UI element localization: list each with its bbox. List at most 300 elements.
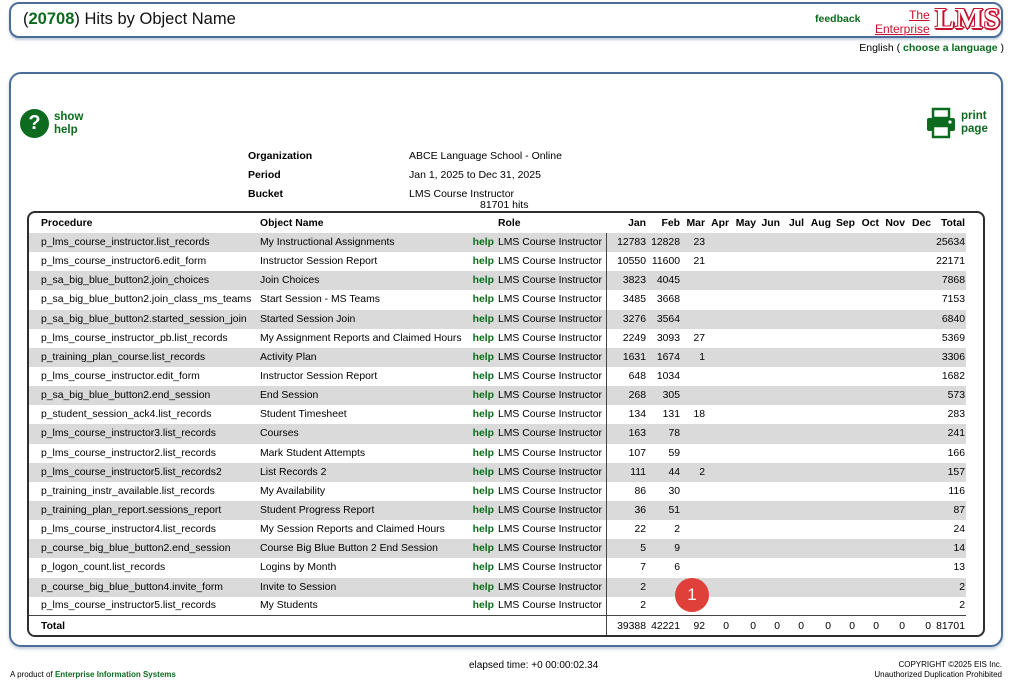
header-bar xyxy=(9,2,1003,38)
aug-cell xyxy=(804,597,831,616)
total-oct: 0 xyxy=(855,616,879,636)
help-link[interactable]: help xyxy=(472,562,494,574)
jul-cell xyxy=(780,348,804,367)
may-cell xyxy=(729,367,756,386)
total-cell: 22171 xyxy=(936,256,965,268)
mar-cell: 2 xyxy=(680,463,705,482)
total-cell: 166 xyxy=(947,447,965,459)
aug-cell xyxy=(804,386,831,405)
role-cell: LMS Course Instructor xyxy=(498,348,606,367)
apr-cell xyxy=(705,310,729,329)
jun-cell xyxy=(756,386,780,405)
jan-cell: 2 xyxy=(606,597,646,616)
hits-table-frame xyxy=(27,211,985,637)
object-name-cell: Activity Plan xyxy=(260,348,470,367)
oct-cell xyxy=(855,386,879,405)
role-cell: LMS Course Instructor xyxy=(498,562,602,574)
sep-cell xyxy=(831,444,855,463)
procedure-cell: p_lms_course_instructor4.list_records xyxy=(41,524,216,536)
total-cell: 24 xyxy=(953,524,965,536)
role-cell: LMS Course Instructor xyxy=(498,371,602,383)
may-cell xyxy=(729,271,756,290)
dec-cell xyxy=(905,578,931,597)
page-title: (20708) Hits by Object Name xyxy=(23,10,236,28)
sep-cell xyxy=(831,501,855,520)
sep-cell xyxy=(831,482,855,501)
apr-cell xyxy=(705,233,729,252)
nov-cell xyxy=(879,405,905,424)
total-cell: 3306 xyxy=(931,348,966,367)
col-jan: Jan xyxy=(628,217,646,229)
total-jul: 0 xyxy=(780,616,804,636)
total-cell: 7153 xyxy=(941,294,965,306)
table-row xyxy=(29,233,966,252)
total-cell: 25634 xyxy=(931,233,966,252)
table-row xyxy=(29,348,966,367)
total-may: 0 xyxy=(729,616,756,636)
col-procedure: Procedure xyxy=(41,217,93,229)
procedure-cell: p_lms_course_instructor_pb.list_records xyxy=(41,332,228,344)
nov-cell xyxy=(879,233,905,252)
nov-cell xyxy=(879,482,905,501)
total-nov: 0 xyxy=(879,616,905,636)
may-cell xyxy=(729,482,756,501)
dec-cell xyxy=(905,271,931,290)
lang-paren-open: ( xyxy=(896,42,901,54)
mar-cell: 18 xyxy=(693,409,705,421)
object-name-cell: Course Big Blue Button 2 End Session xyxy=(260,539,470,558)
help-link[interactable]: help xyxy=(470,271,498,290)
oct-cell xyxy=(855,424,879,443)
feb-cell: 59 xyxy=(668,447,680,459)
sep-cell xyxy=(831,386,855,405)
total-cell: 241 xyxy=(931,424,966,443)
help-link[interactable]: help xyxy=(472,256,494,268)
col-may: May xyxy=(735,217,756,229)
total-cell: 283 xyxy=(947,409,965,421)
help-link[interactable]: help xyxy=(470,233,498,252)
feedback-link[interactable]: feedback xyxy=(815,13,861,25)
sep-cell xyxy=(831,578,855,597)
apr-cell xyxy=(705,558,729,577)
organization-value: ABCE Language School - Online xyxy=(409,149,562,162)
object-name-cell: Started Session Join xyxy=(260,310,470,329)
product-of xyxy=(10,670,176,679)
feb-cell: 6 xyxy=(674,562,680,574)
nov-cell xyxy=(879,539,905,558)
object-name-cell: My Session Reports and Claimed Hours xyxy=(260,524,445,536)
dec-cell xyxy=(905,310,931,329)
jul-cell xyxy=(780,578,804,597)
oct-cell xyxy=(855,233,879,252)
jan-cell: 2 xyxy=(606,578,646,597)
total-jun: 0 xyxy=(756,616,780,636)
feb-cell: 9 xyxy=(646,539,680,558)
apr-cell xyxy=(705,348,729,367)
role-cell: LMS Course Instructor xyxy=(498,524,602,536)
object-name-cell: Invite to Session xyxy=(260,578,470,597)
feb-cell: 3668 xyxy=(656,294,680,306)
procedure-cell: p_training_plan_course.list_records xyxy=(29,348,260,367)
may-cell xyxy=(729,348,756,367)
role-cell: LMS Course Instructor xyxy=(498,485,602,497)
procedure-cell: p_course_big_blue_button2.end_session xyxy=(29,539,260,558)
nov-cell xyxy=(879,501,905,520)
sep-cell xyxy=(831,597,855,616)
jul-cell xyxy=(780,520,804,539)
col-total: Total xyxy=(940,217,965,229)
help-link[interactable]: help xyxy=(470,310,498,329)
col-help xyxy=(470,213,498,233)
jun-cell xyxy=(756,310,780,329)
aug-cell xyxy=(804,233,831,252)
oct-cell xyxy=(855,252,879,271)
jun-cell xyxy=(756,444,780,463)
help-link[interactable]: help xyxy=(470,501,498,520)
aug-cell xyxy=(804,578,831,597)
table-row xyxy=(29,310,966,329)
jun-cell xyxy=(756,405,780,424)
language-selector xyxy=(859,42,1004,54)
aug-cell xyxy=(804,520,831,539)
dec-cell xyxy=(905,444,931,463)
total-cell: 573 xyxy=(931,386,966,405)
aug-cell xyxy=(804,348,831,367)
logo-enterprise: Enterprise xyxy=(875,22,930,36)
object-name-cell: My Assignment Reports and Claimed Hours xyxy=(260,332,462,344)
totals-label: Total xyxy=(29,616,260,636)
table-row xyxy=(29,463,966,482)
jan-cell: 5 xyxy=(606,539,646,558)
aug-cell xyxy=(804,310,831,329)
eis-link[interactable]: Enterprise Information Systems xyxy=(54,670,176,679)
total-sep: 0 xyxy=(831,616,855,636)
total-apr: 0 xyxy=(705,616,729,636)
bucket-value: LMS Course Instructor xyxy=(409,187,515,200)
annotation-badge: 1 xyxy=(675,578,709,612)
may-cell xyxy=(729,233,756,252)
nov-cell xyxy=(879,578,905,597)
help-link[interactable]: help xyxy=(472,294,494,306)
help-link[interactable]: help xyxy=(472,524,494,536)
mar-cell xyxy=(680,558,705,577)
object-name-cell: Student Timesheet xyxy=(260,409,347,421)
dec-cell xyxy=(905,558,931,577)
procedure-cell: p_lms_course_instructor5.list_records xyxy=(41,600,216,612)
print-page-button[interactable] xyxy=(925,107,988,139)
print-page-label: print page xyxy=(961,110,988,135)
may-cell xyxy=(729,290,756,309)
hits-table xyxy=(29,213,966,636)
jan-cell: 648 xyxy=(606,367,646,386)
object-name-cell: My Students xyxy=(260,600,318,612)
jul-cell xyxy=(780,310,804,329)
sep-cell xyxy=(831,424,855,443)
jul-cell xyxy=(780,482,804,501)
may-cell xyxy=(729,463,756,482)
sep-cell xyxy=(831,329,855,348)
dec-cell xyxy=(905,539,931,558)
jun-cell xyxy=(756,520,780,539)
table-row xyxy=(29,482,966,501)
jan-cell: 86 xyxy=(606,482,646,501)
hits-total: 81701 hits xyxy=(480,199,529,211)
help-link[interactable]: help xyxy=(470,386,498,405)
mar-cell xyxy=(680,310,705,329)
mar-cell xyxy=(680,539,705,558)
help-link[interactable]: help xyxy=(472,600,494,612)
apr-cell xyxy=(705,329,729,348)
nov-cell xyxy=(879,367,905,386)
product-prefix: A product of xyxy=(10,670,53,679)
jun-cell xyxy=(756,367,780,386)
jan-cell: 12783 xyxy=(606,233,646,252)
oct-cell xyxy=(855,290,879,309)
feb-cell: 30 xyxy=(668,485,680,497)
jul-cell xyxy=(780,405,804,424)
jan-cell: 3276 xyxy=(606,310,646,329)
dec-cell xyxy=(905,367,931,386)
mar-cell: 21 xyxy=(693,256,705,268)
table-row xyxy=(29,444,966,463)
bucket-label: Bucket xyxy=(248,187,284,200)
may-cell xyxy=(729,310,756,329)
aug-cell xyxy=(804,501,831,520)
jan-cell: 1631 xyxy=(606,348,646,367)
jan-cell: 163 xyxy=(606,424,646,443)
table-row xyxy=(29,290,966,309)
role-cell: LMS Course Instructor xyxy=(498,409,602,421)
jul-cell xyxy=(780,558,804,577)
help-link[interactable]: help xyxy=(472,332,494,344)
aug-cell xyxy=(804,482,831,501)
help-link[interactable]: help xyxy=(470,424,498,443)
apr-cell xyxy=(705,271,729,290)
enterprise-lms-logo[interactable] xyxy=(873,5,1001,35)
jun-cell xyxy=(756,271,780,290)
oct-cell xyxy=(855,405,879,424)
object-name-cell: Instructor Session Report xyxy=(260,256,378,268)
role-cell: LMS Course Instructor xyxy=(498,539,606,558)
lang-paren-close: ) xyxy=(1000,42,1004,54)
oct-cell xyxy=(855,482,879,501)
procedure-cell: p_lms_course_instructor.list_records xyxy=(29,233,260,252)
may-cell xyxy=(729,578,756,597)
feb-cell: 2 xyxy=(674,524,680,536)
role-cell: LMS Course Instructor xyxy=(498,447,602,459)
oct-cell xyxy=(855,539,879,558)
procedure-cell: p_lms_course_instructor6.edit_form xyxy=(41,256,207,268)
procedure-cell: p_logon_count.list_records xyxy=(41,562,166,574)
aug-cell xyxy=(804,290,831,309)
total-cell: 1682 xyxy=(941,371,965,383)
nov-cell xyxy=(879,444,905,463)
object-name-cell: Instructor Session Report xyxy=(260,371,378,383)
dec-cell xyxy=(905,290,931,309)
show-help-button[interactable] xyxy=(20,109,83,138)
help-link[interactable]: help xyxy=(470,463,498,482)
feb-cell: 51 xyxy=(646,501,680,520)
dec-cell xyxy=(905,405,931,424)
feb-cell: 131 xyxy=(662,409,680,421)
total-total: 81701 xyxy=(931,616,966,636)
dec-cell xyxy=(905,501,931,520)
may-cell xyxy=(729,597,756,616)
total-cell: 116 xyxy=(948,485,965,497)
aug-cell xyxy=(804,444,831,463)
oct-cell xyxy=(855,463,879,482)
may-cell xyxy=(729,444,756,463)
jan-cell: 10550 xyxy=(606,252,646,271)
role-cell: LMS Course Instructor xyxy=(498,256,602,268)
role-cell: LMS Course Instructor xyxy=(498,332,602,344)
jul-cell xyxy=(780,444,804,463)
apr-cell xyxy=(705,539,729,558)
feb-cell: 4045 xyxy=(646,271,680,290)
jun-cell xyxy=(756,463,780,482)
period-value: Jan 1, 2025 to Dec 31, 2025 xyxy=(409,168,541,181)
jul-cell xyxy=(780,329,804,348)
sep-cell xyxy=(831,520,855,539)
table-row xyxy=(29,405,966,424)
table-row xyxy=(29,271,966,290)
sep-cell xyxy=(831,252,855,271)
may-cell xyxy=(729,329,756,348)
report-code: 20708 xyxy=(28,10,75,28)
jan-cell: 36 xyxy=(606,501,646,520)
table-row xyxy=(29,424,966,443)
nov-cell xyxy=(879,252,905,271)
procedure-cell: p_sa_big_blue_button2.end_session xyxy=(29,386,260,405)
total-cell: 14 xyxy=(931,539,966,558)
help-link[interactable]: help xyxy=(472,409,494,421)
nov-cell xyxy=(879,597,905,616)
col-dec: Dec xyxy=(911,217,931,229)
unauthorized-line: Unauthorized Duplication Prohibited xyxy=(874,670,1002,679)
show-help-label: show help xyxy=(54,110,84,136)
apr-cell xyxy=(705,597,729,616)
sep-cell xyxy=(831,271,855,290)
jun-cell xyxy=(756,482,780,501)
apr-cell xyxy=(705,501,729,520)
total-cell: 7868 xyxy=(931,271,966,290)
object-name-cell: My Instructional Assignments xyxy=(260,233,470,252)
table-row xyxy=(29,520,966,539)
role-cell: LMS Course Instructor xyxy=(498,501,606,520)
feb-cell: 78 xyxy=(646,424,680,443)
role-cell: LMS Course Instructor xyxy=(498,310,606,329)
may-cell xyxy=(729,424,756,443)
total-cell: 5369 xyxy=(941,332,965,344)
jan-cell: 3823 xyxy=(606,271,646,290)
jun-cell xyxy=(756,539,780,558)
copyright-line: COPYRIGHT ©2025 EIS Inc. xyxy=(898,660,1002,669)
nov-cell xyxy=(879,520,905,539)
table-row xyxy=(29,367,966,386)
feb-cell: 3093 xyxy=(656,332,680,344)
jan-cell: 111 xyxy=(606,463,646,482)
help-link[interactable]: help xyxy=(472,371,494,383)
nov-cell xyxy=(879,329,905,348)
jun-cell xyxy=(756,233,780,252)
jan-cell: 107 xyxy=(606,444,646,463)
apr-cell xyxy=(705,386,729,405)
logo-lms: LMS xyxy=(935,3,1001,35)
dec-cell xyxy=(905,482,931,501)
mar-cell: 1 xyxy=(680,348,705,367)
col-nov: Nov xyxy=(885,217,905,229)
object-name-cell: Courses xyxy=(260,424,470,443)
nov-cell xyxy=(879,558,905,577)
help-link[interactable]: help xyxy=(472,485,494,497)
nov-cell xyxy=(879,424,905,443)
help-link[interactable]: help xyxy=(470,348,498,367)
jun-cell xyxy=(756,578,780,597)
help-link[interactable]: help xyxy=(470,539,498,558)
dec-cell xyxy=(905,463,931,482)
object-name-cell: Logins by Month xyxy=(260,562,337,574)
mar-cell xyxy=(680,501,705,520)
procedure-cell: p_lms_course_instructor5.list_records2 xyxy=(29,463,260,482)
current-language: English xyxy=(859,42,894,54)
oct-cell xyxy=(855,501,879,520)
dec-cell xyxy=(905,348,931,367)
mar-cell xyxy=(680,444,705,463)
help-link[interactable]: help xyxy=(472,447,494,459)
table-row xyxy=(29,501,966,520)
apr-cell xyxy=(705,444,729,463)
may-cell xyxy=(729,539,756,558)
aug-cell xyxy=(804,424,831,443)
table-row xyxy=(29,558,966,577)
procedure-cell: p_course_big_blue_button4.invite_form xyxy=(29,578,260,597)
aug-cell xyxy=(804,558,831,577)
oct-cell xyxy=(855,329,879,348)
may-cell xyxy=(729,252,756,271)
jun-cell xyxy=(756,597,780,616)
procedure-cell: p_training_plan_report.sessions_report xyxy=(29,501,260,520)
object-name-cell: My Availability xyxy=(260,485,326,497)
aug-cell xyxy=(804,329,831,348)
may-cell xyxy=(729,558,756,577)
role-cell: LMS Course Instructor xyxy=(498,600,602,612)
apr-cell xyxy=(705,424,729,443)
col-jul: Jul xyxy=(788,217,804,229)
feb-cell: 1674 xyxy=(646,348,680,367)
may-cell xyxy=(729,405,756,424)
jan-cell: 134 xyxy=(606,405,646,424)
may-cell xyxy=(729,386,756,405)
mar-cell xyxy=(680,271,705,290)
total-cell: 6840 xyxy=(931,310,966,329)
total-jan: 39388 xyxy=(606,616,646,636)
total-cell: 157 xyxy=(931,463,966,482)
procedure-cell: p_training_instr_available.list_records xyxy=(41,485,215,497)
jul-cell xyxy=(780,501,804,520)
nov-cell xyxy=(879,271,905,290)
oct-cell xyxy=(855,271,879,290)
feb-cell: 11600 xyxy=(651,256,680,268)
jul-cell xyxy=(780,271,804,290)
mar-cell xyxy=(680,482,705,501)
elapsed-time: elapsed time: +0 00:00:02.34 xyxy=(469,660,599,671)
choose-language-link[interactable]: choose a language xyxy=(903,42,998,54)
printer-icon xyxy=(925,107,957,139)
help-link[interactable]: help xyxy=(470,578,498,597)
sep-cell xyxy=(831,463,855,482)
col-aug: Aug xyxy=(810,217,831,229)
apr-cell xyxy=(705,252,729,271)
